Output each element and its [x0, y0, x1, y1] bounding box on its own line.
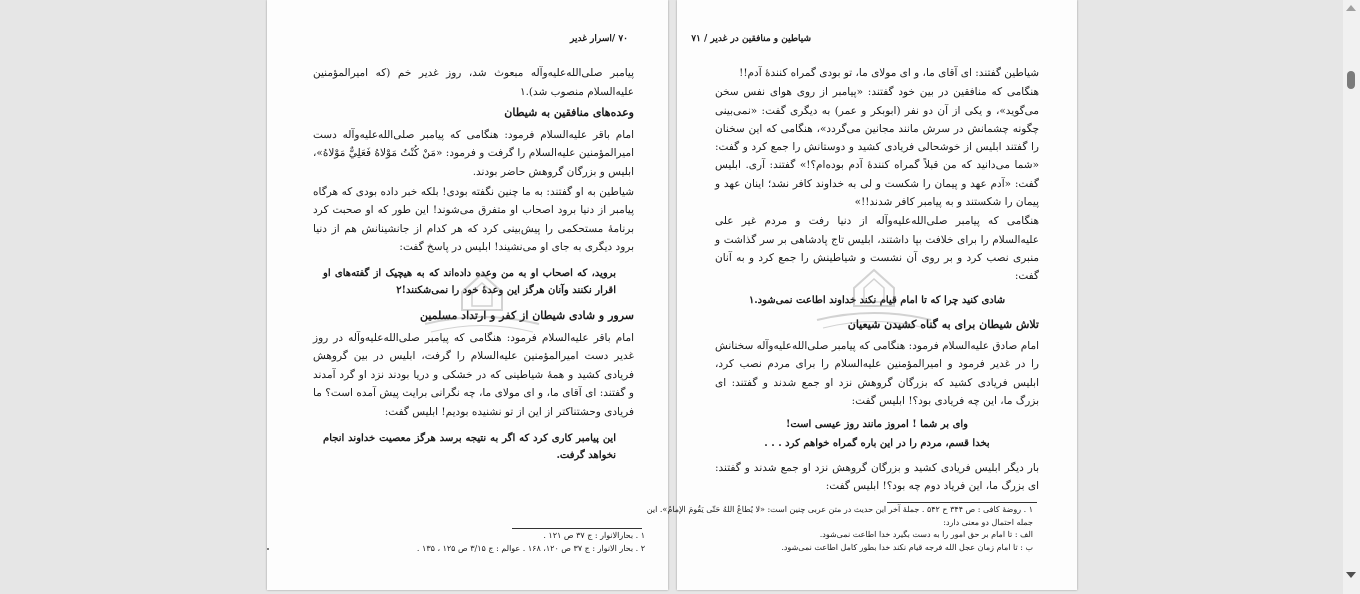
paragraph: هنگامی که منافقین در بین خود گفتند: «پیامبر از روی هوای نفس سخن می‌گوید»، و یکی از آن دو نفر (ابوبکر و عمر) به دیگری گفت: «نمی‌بینی چگونه چشمانش در سرش مانند مجانین می‌گردد»، هنگامی که این سخنان را گفتند ابلیس از خوشحالی فریادی کشید و دوستانش را جمع کرد و گفت: «شما می‌دانید که من قبلاً گمراه کنندهٔ آدم بوده‌ام؟!» گفتند: آری. ابلیس گفت: «آدم عهد و پیمان را شکست و لی به خداوند کافر نشد؛ اینان عهد و پیمان را شکستند و به پیامبر کافر شدند!!» — [715, 86, 1039, 209]
document-page-71 — [646, 0, 1077, 590]
watermark-logo — [809, 258, 939, 334]
scan-speck — [267, 548, 269, 550]
vertical-scrollbar[interactable] — [1343, 0, 1360, 594]
footnote: ۱ . بحارالانوار : ج ۳۷ ص ۱۲۱ . — [543, 531, 645, 540]
footnotes — [647, 504, 1033, 554]
paragraph: امام باقر علیه‌السلام فرمود: هنگامی که پیامبر صلی‌الله‌علیه‌وآله در روز غدیر دست امیرالمؤمنین علیه‌السلام را گرفت، ابلیس در بین گروهش فریادی کشید و همهٔ شیاطینی که در خشکی و دریا بودند نزد او گرد آمدند و گفتند: ای آقای ما، و ای مولای ما، چه نگرانی برایت پیش آمده است؟ ما فریادی وحشتناکتر از این از تو نشنیده بودیم! ابلیس گفت: — [313, 331, 634, 418]
scrollbar-thumb[interactable] — [1347, 71, 1355, 89]
scroll-down-arrow-icon[interactable] — [1346, 572, 1356, 578]
footnote: جمله احتمال دو معنی دارد: — [943, 517, 1033, 527]
scroll-up-arrow-icon[interactable] — [1346, 5, 1356, 11]
footnote: الف : تا امام بر حق امور را به دست بگیرد خدا اطاعت نمی‌شود. — [819, 530, 1033, 539]
quote-block: شادی کنید چرا که تا امام قیام نکند خداوند اطاعت نمی‌شود.۱ — [748, 294, 1006, 306]
footnote: ب : تا امام زمان عجل الله فرجه قیام نکند خدا بطور کامل اطاعت نمی‌شود. — [781, 542, 1033, 552]
footnotes — [417, 530, 645, 555]
paragraph: شیاطین گفتند: ای آقای ما، و ای مولای ما، تو بودی گمراه کنندهٔ آدم!! — [739, 67, 1039, 79]
quote-block: بروید، که اصحاب او به من وعده داده‌اند که به هیچیک از گفته‌های او اقرار نکنند وآنان هرگز این وعدهٔ خود را نمی‌شکنند!۲ — [323, 267, 616, 296]
footnote-divider — [887, 502, 1037, 503]
paragraph: امام صادق علیه‌السلام فرمود: هنگامی که پیامبر صلی‌الله‌علیه‌وآله سخنانش را در غدیر فرمود و امیرالمؤمنین علیه‌السلام را برای مردم نصب کرد، ابلیس فریادی کشید که بزرگان گروهش نزد او جمع شدند و گفتند: ای بزرگ ما، این چه فریادی بود؟! ابلیس گفت: — [715, 340, 1039, 408]
page-header: شیاطین و منافقین در غدیر / ۷۱ — [691, 34, 811, 44]
section-heading: تلاش شیطان برای به گناه کشیدن شیعیان — [847, 317, 1039, 331]
paragraph: شیاطین به او گفتند: به ما چنین نگفته بودی! بلکه خبر داده بودی که هرگاه پیامبر از دنیا برود اصحاب او متفرق می‌شوند! این طور که او صحبت کرد برنامهٔ مستحکمی را پیش‌بینی کرد که هر کدام از جانشینانش هم از دنیا برود دیگری به جای او می‌نشیند! ابلیس در پاسخ گفت: — [313, 185, 634, 254]
paragraph: امام باقر علیه‌السلام فرمود: هنگامی که پیامبر صلی‌الله‌علیه‌وآله دست امیرالمؤمنین علیه‌السلام را گرفت و فرمود: «مَنْ كُنْتُ مَوْلاهُ فَعَلِيٌّ مَوْلاهُ»، ابلیس و بزرگان گروهش حاضر بودند. — [313, 128, 634, 178]
footnote: ۲ . بحار الانوار : ج ۳۷ ص ۱۲۰، ۱۶۸ . عوالم : ج ۳/۱۵ ص ۱۲۵ ، ۱۳۵ . — [416, 543, 645, 553]
watermark-logo — [417, 262, 547, 338]
page-header: ۷۰ /اسرار غدیر — [570, 34, 628, 44]
quote-line: بخدا قسم، مردم را در این باره گمراه خواهم کرد . . . — [764, 437, 990, 449]
footnote: ۱ . روضهٔ کافی : ص ۳۴۴ ح ۵۴۲ . جملهٔ آخر این حدیث در متن عربی چنین است: «لا يُطاعُ اللهُ حَتّى يَقُومَ الإمامُ». این — [646, 505, 1033, 514]
quote-block: این پیامبر کاری کرد که اگر به نتیجه برسد هرگز معصیت خداوند انجام نخواهد گرفت. — [323, 432, 616, 461]
section-heading: وعده‌های منافقین به شیطان — [504, 106, 634, 120]
paragraph: پیامبر صلی‌الله‌علیه‌وآله مبعوث شد، روز غدیر خم (که امیرالمؤمنین علیه‌السلام منصوب شد).۱ — [313, 67, 634, 98]
paragraph: هنگامی که پیامبر صلی‌الله‌علیه‌وآله از دنیا رفت و مردم غیر علی علیه‌السلام را برای خلافت بپا داشتند، ابلیس تاج پادشاهی بر سر گذاشت و منبری نصب کرد و بر روی آن نشست و شیاطینش را جمع کرد و به آنان گفت: — [715, 215, 1039, 283]
paragraph: بار دیگر ابلیس فریادی کشید و بزرگان گروهش نزد او جمع شدند و گفتند: ای بزرگ ما، این فریاد دوم چه بود؟! ابلیس گفت: — [715, 461, 1039, 493]
footnote-divider — [512, 528, 642, 529]
quote-line: وای بر شما ! امروز مانند روز عیسی است! — [785, 419, 969, 431]
document-page-70 — [267, 0, 668, 590]
section-heading: سرور و شادی شیطان از کفر و ارتداد مسلمین — [419, 308, 634, 322]
